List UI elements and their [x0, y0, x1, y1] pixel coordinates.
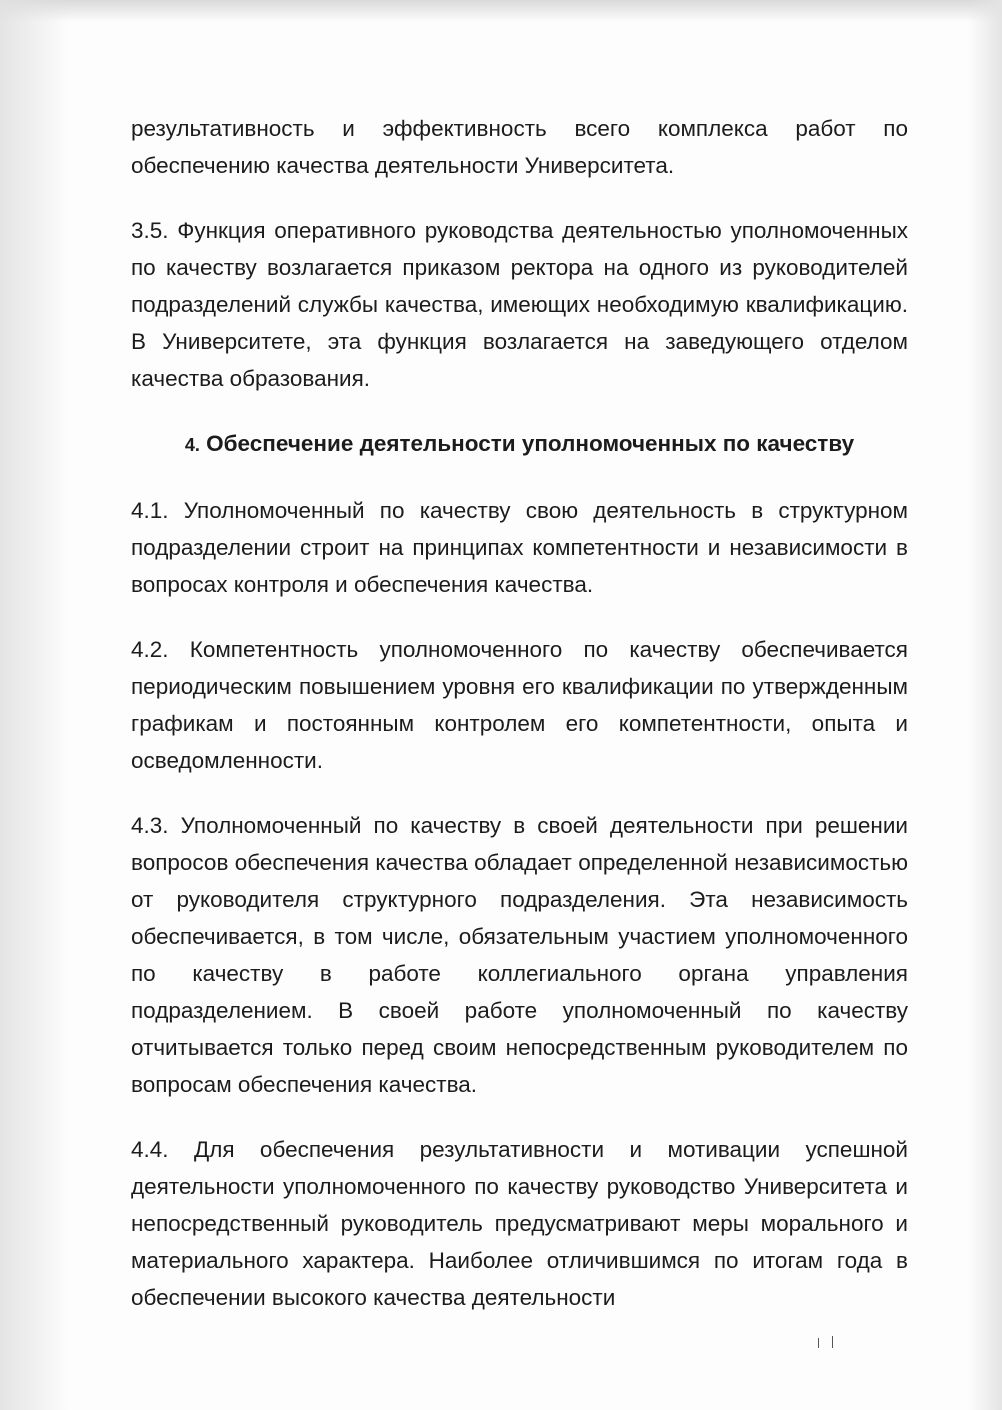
section-title: Обеспечение деятельности уполномоченных по качеству	[206, 431, 855, 456]
scan-shadow-left	[0, 0, 70, 1410]
scan-artifact-mark	[818, 1338, 819, 1348]
section-number: 4.	[184, 435, 200, 455]
section-heading	[131, 425, 908, 464]
paragraph-4-1: 4.1. Уполномоченный по качеству свою деятельность в структурном подразделении строит на принципах компетентности и независимости в вопросах контроля и обеспечения качества.	[131, 498, 908, 597]
document-body	[131, 110, 908, 1344]
paragraph-4-2: 4.2. Компетентность уполномоченного по качеству обеспечивается периодическим повышением уровня его квалификации по утвержденным графикам и постоянным контролем его компетентности, опыта и осведомленности.	[131, 637, 908, 773]
paragraph-4-3: 4.3. Уполномоченный по качеству в своей деятельности при решении вопросов обеспечения качества обладает определенной независимостью от руководителя структурного подразделения. Эта независимость обеспечивается, в том числе, обязательным участием уполномоченного по качеству в работе коллегиального органа управления подразделением. В своей работе уполномоченный по качеству отчитывается только перед своим непосредственным руководителем по вопросам обеспечения качества.	[131, 813, 908, 1097]
scan-shadow-top	[0, 0, 1002, 22]
scan-shadow-right	[968, 0, 1002, 1410]
paragraph-continuation: результативность и эффективность всего комплекса работ по обеспечению качества деятельности Университета.	[131, 116, 908, 178]
paragraph-4-4: 4.4. Для обеспечения результативности и мотивации успешной деятельности уполномоченного по качеству руководство Университета и непосредственный руководитель предусматривают меры морального и материального характера. Наиболее отличившимся по итогам года в обеспечении высокого качества деятельности	[131, 1137, 908, 1310]
scan-artifact-mark	[832, 1336, 833, 1348]
paragraph-3-5: 3.5. Функция оперативного руководства деятельностью уполномоченных по качеству возлагается приказом ректора на одного из руководителей подразделений службы качества, имеющих необходимую квалификацию. В Университете, эта функция возлагается на заведующего отделом качества образования.	[131, 218, 908, 391]
